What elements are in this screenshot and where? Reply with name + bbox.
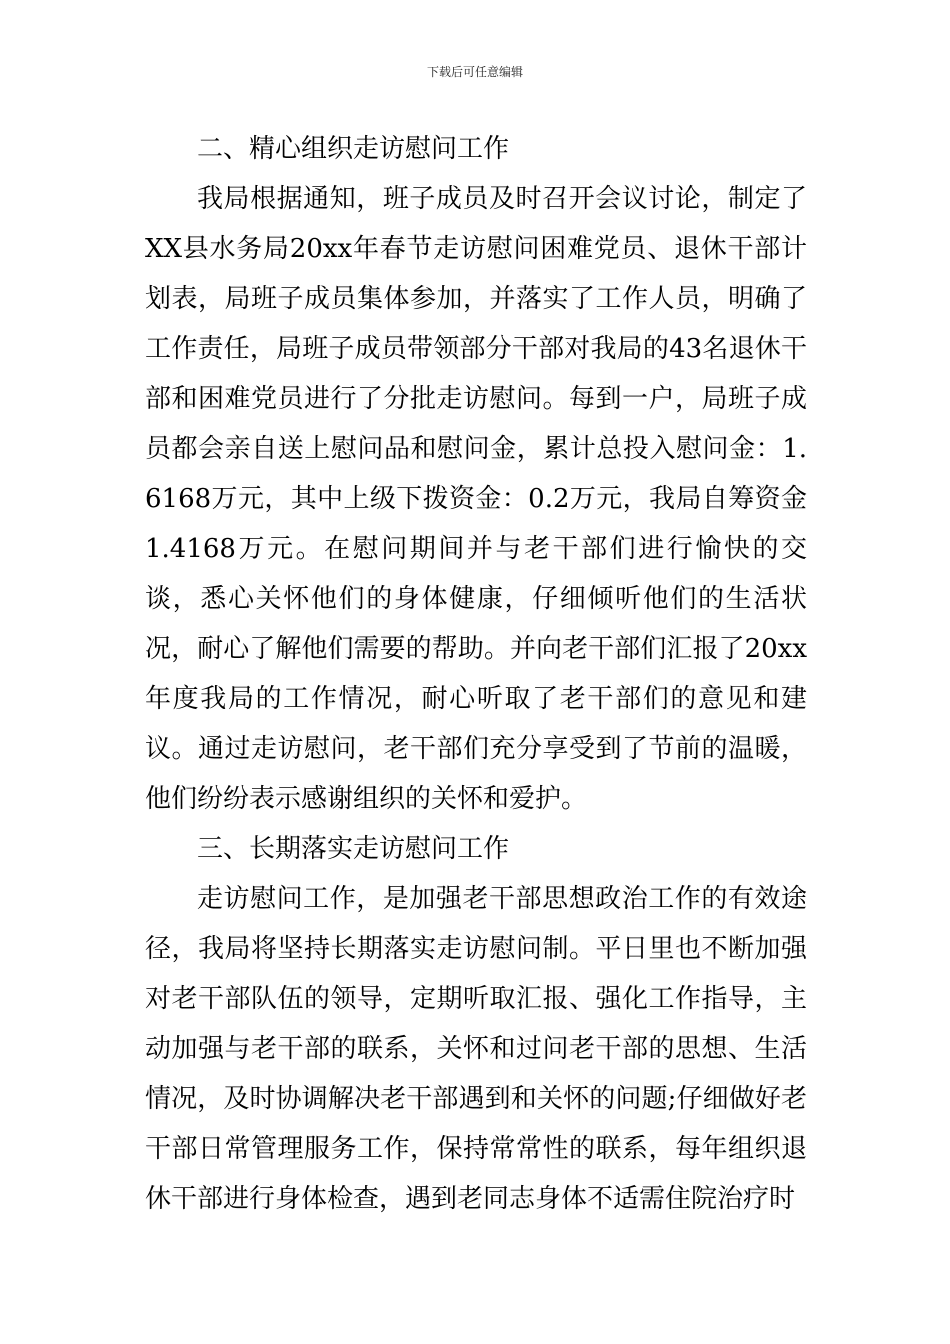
section-heading-2: 二、精心组织走访慰问工作 xyxy=(197,134,510,164)
page-header-note: 下载后可任意编辑 xyxy=(426,65,523,79)
section-paragraph-2: 我局根据通知，班子成员及时召开会议讨论，制定了XX县水务局20xx年春节走访慰问困难党员、退休干部计划表，局班子成员集体参加，并落实了工作人员，明确了工作责任，局班子成员带领部分干部对我局的43名退休干部和困难党员进行了分批走访慰问。每到一户，局班子成员都会亲自送上慰问品和慰问金，累计总投入慰问金：1.6168万元，其中上级下拨资金：0.2万元，我局自筹资金1.4168万元。在慰问期间并与老干部们进行愉快的交谈，悉心关怀他们的身体健康，仔细倾听他们的生活状况，耐心了解他们需要的帮助。并向老干部们汇报了20xx年度我局的工作情况，耐心听取了老干部们的意见和建议。通过走访慰问，老干部们充分享受到了节前的温暖，他们纷纷表示感谢组织的关怀和爱护。 xyxy=(145,184,807,814)
section-paragraph-3: 走访慰问工作，是加强老干部思想政治工作的有效途径，我局将坚持长期落实走访慰问制。平日里也不断加强对老干部队伍的领导，定期听取汇报、强化工作指导，主动加强与老干部的联系，关怀和过问老干部的思想、生活情况，及时协调解决老干部遇到和关怀的问题;仔细做好老干部日常管理服务工作，保持常常性的联系，每年组织退休干部进行身体检查，遇到老同志身体不适需住院治疗时 xyxy=(145,884,807,1214)
section-heading-3: 三、长期落实走访慰问工作 xyxy=(197,834,510,864)
document-body xyxy=(145,124,807,1224)
